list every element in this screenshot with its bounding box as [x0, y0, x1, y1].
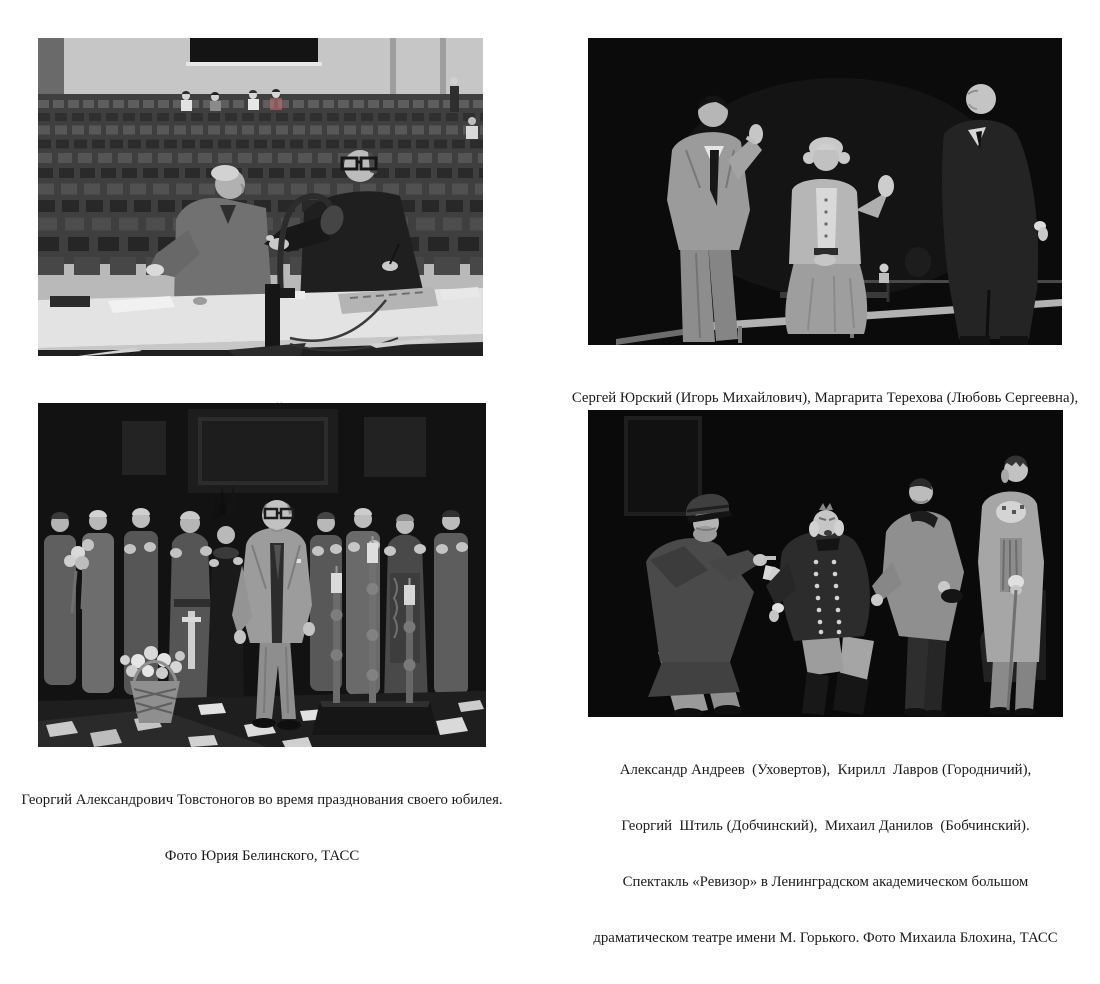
photo-tema-s-variatsiyami-image — [588, 38, 1062, 345]
figure-revizor — [588, 410, 1063, 984]
photo-volodin-tovstonogov-image — [38, 38, 483, 356]
caption-line: Спектакль «Ревизор» в Ленинградском академическом большом — [622, 873, 1029, 890]
figure-tovstonogov-jubilee — [21, 403, 503, 903]
caption-revizor — [593, 724, 1057, 984]
caption-tovstonogov-jubilee — [21, 754, 502, 903]
photo-tovstonogov-jubilee-image — [38, 403, 486, 747]
caption-line: Георгий Штиль (Добчинский), Михаил Данилов (Бобчинский). — [621, 817, 1030, 834]
caption-line: Александр Андреев (Уховертов), Кирилл Лавров (Городничий), — [619, 762, 1032, 779]
caption-line: Георгий Александрович Товстоногов во время празднования своего юбилея. — [21, 792, 503, 809]
caption-line: драматическом театре имени М. Горького. Фото Михаила Блохина, ТАСС — [593, 929, 1058, 946]
caption-line: Сергей Юрский (Игорь Михайлович), Маргарита Терехова (Любовь Сергеевна), — [571, 390, 1079, 407]
caption-line: Фото Юрия Белинского, ТАСС — [164, 847, 360, 864]
photo-revizor-image — [588, 410, 1063, 717]
